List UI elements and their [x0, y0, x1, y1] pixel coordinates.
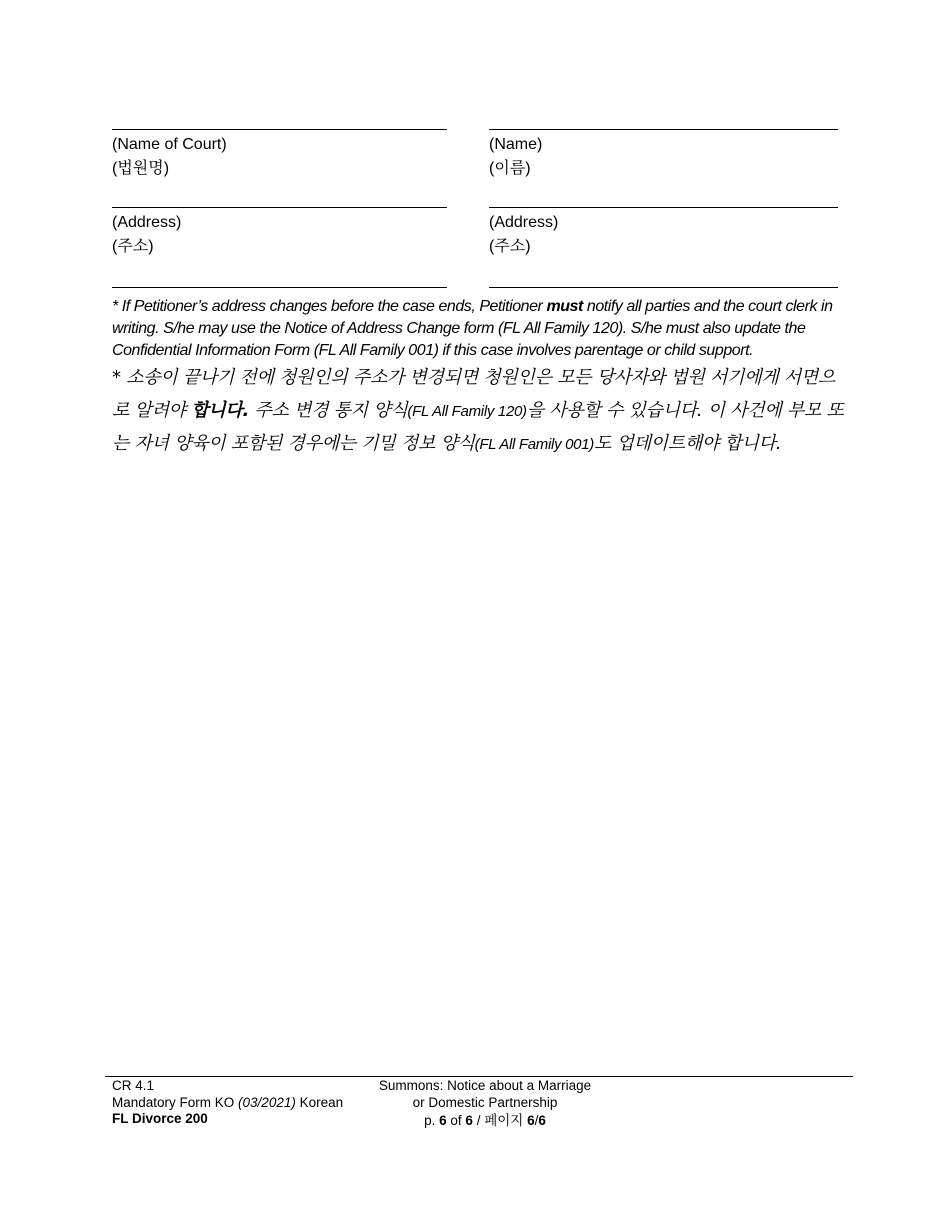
footer-form-info — [112, 1078, 343, 1128]
name-label-en: (Name) — [489, 136, 543, 153]
footer-title-line1: Summons: Notice about a Marriage — [378, 1078, 592, 1093]
page-ko-label: / 페이지 — [472, 1113, 528, 1128]
notice-ko-must: 합니다. — [191, 399, 250, 421]
notice-ko-text-1: * 소송이 끝나기 전에 청원인의 주소가 변경되면 청원인은 모든 당사자와 법원 서기에게 서면으로 알려야 — [112, 367, 836, 421]
notice-en-text-1: * If Petitioner’s address changes before the case ends, Petitioner — [112, 298, 547, 315]
page-current: 6 — [439, 1113, 447, 1128]
page-of: of — [446, 1113, 466, 1128]
footer-title-line2: or Domestic Partnership — [412, 1094, 558, 1110]
address-change-notice-ko — [112, 362, 852, 462]
party-address-label-ko: (주소) — [489, 238, 531, 255]
page-ko-current: 6 — [527, 1113, 535, 1128]
court-name-field — [112, 129, 447, 181]
court-name-label-en: (Name of Court) — [112, 136, 227, 153]
notice-ko-form-001: (FL All Family 001) — [474, 436, 594, 453]
page-ko-total: 6 — [538, 1113, 546, 1128]
notice-ko-form-120: (FL All Family 120) — [407, 402, 527, 420]
court-address-line2-rule — [112, 287, 447, 288]
name-label-ko: (이름) — [489, 160, 531, 177]
mandatory-date: (03/2021) — [238, 1094, 296, 1110]
court-address-label-en: (Address) — [112, 214, 182, 231]
footer-mandatory-form — [112, 1095, 343, 1112]
court-name-label-ko: (법원명) — [112, 160, 170, 177]
notice-en-must: must — [546, 298, 583, 315]
party-address-field — [489, 207, 838, 259]
mandatory-prefix: Mandatory Form KO — [112, 1094, 239, 1110]
footer-form-id: FL Divorce 200 — [112, 1111, 208, 1126]
notice-ko-text-3: 을 사용할 수 있습니다. 이 사건에 부모 또는 자녀 양육이 포함된 경우에는 기밀 정보 양식 — [112, 399, 844, 454]
address-change-notice-en — [112, 296, 852, 362]
page-prefix: p. — [424, 1113, 440, 1128]
name-field — [489, 129, 838, 181]
page-ko-separator: / — [534, 1113, 539, 1128]
notice-ko-text-2: 주소 변경 통지 양식 — [249, 399, 408, 421]
footer-page-number — [360, 1113, 610, 1130]
party-address-label-en: (Address) — [489, 214, 559, 231]
page-total: 6 — [465, 1113, 473, 1128]
footer-divider — [105, 1076, 853, 1077]
court-address-field — [112, 207, 447, 259]
court-address-label-ko: (주소) — [112, 238, 154, 255]
party-address-line2-rule — [489, 287, 838, 288]
notice-en-text-2: notify all parties and the court clerk in writing. S/he may use the Notice of Address Change form (FL All Family 120). S/he must also update the Confidential Information Form (FL All Family 001) if this case involves parentage or child support. — [112, 298, 833, 359]
footer-form-code: CR 4.1 — [112, 1078, 155, 1093]
mandatory-language: Korean — [295, 1094, 344, 1110]
footer-title-block — [360, 1078, 610, 1130]
notice-ko-text-4: 도 업데이트해야 합니다. — [593, 433, 782, 454]
